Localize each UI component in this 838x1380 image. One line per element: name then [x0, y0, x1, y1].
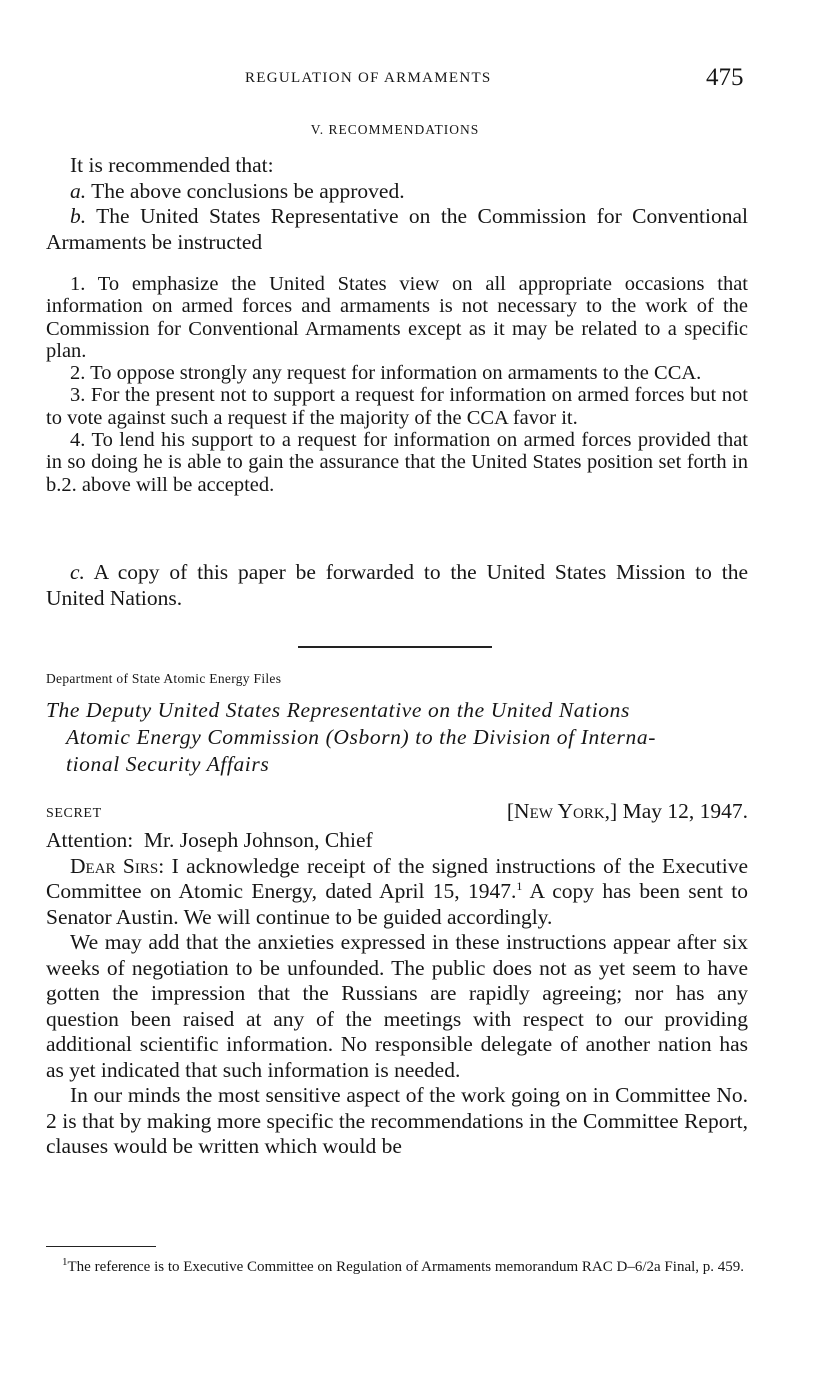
classification-marking: SECRET: [46, 806, 102, 821]
footnote: [46, 1258, 748, 1276]
recommendation-intro: It is recommended that:: [70, 153, 274, 177]
dateline-place: New York,: [514, 799, 611, 823]
instruction-item: 1. To emphasize the United States view on all appropriate occasions that information on armed forces and armaments is not necessary to the work of the Commission for Conventional Armaments except as it may be related to a specific plan.: [46, 273, 748, 362]
instruction-list: [46, 273, 748, 496]
letter-paragraph: We may add that the anxieties expressed in these instructions appear after six weeks of negotiation to be unfounded. The public does not as yet seem to have gotten the impression that the Russians are rapidly agreeing; nor has any question been raised at any of the meetings with respect to our providing additional scientific information. No responsible delegate of another nation has as yet indicated that such information is needed.: [46, 930, 748, 1082]
attention-line: Attention: Mr. Joseph Johnson, Chief: [46, 828, 373, 852]
section-divider: [298, 646, 492, 648]
title-line: tional Security Affairs: [66, 752, 270, 776]
dateline: [New York,] May 12, 1947.: [506, 799, 748, 823]
recommendations-list: [46, 153, 748, 255]
item-letter: a.: [70, 178, 87, 203]
salutation: Dear Sirs:: [70, 853, 165, 878]
recommendation-b: [46, 204, 748, 255]
title-line: The Deputy United States Representative on the United Nations: [46, 698, 630, 722]
letter-paragraph: In our minds the most sensitive aspect of the work going on in Committee No. 2 is that by making more specific the recommendations in the Committee Report, clauses would be written which would be: [46, 1083, 748, 1158]
source-line: Department of State Atomic Energy Files: [46, 671, 282, 686]
recommendation-c: [46, 560, 748, 611]
footnote-marker: 1: [62, 1256, 68, 1268]
footnote-text: The reference is to Executive Committee on Regulation of Armaments memorandum RAC D–6/2a Final, p. 459.: [67, 1259, 745, 1275]
footnote-reference: 1: [516, 878, 523, 893]
running-title: REGULATION OF ARMAMENTS: [245, 70, 492, 86]
title-line: Atomic Energy Commission (Osborn) to the Division of Interna-: [66, 725, 656, 749]
instruction-item: 3. For the present not to support a request for information on armed forces but not to vote against such a request if the majority of the CCA favor it.: [46, 384, 748, 429]
footnote-rule: [46, 1246, 156, 1247]
letter-paragraph: Dear Sirs: I acknowledge receipt of the signed instructions of the Executive Committee on Atomic Energy, dated April 15, 1947.$^1$ A copy has been sent to Senator Austin. We will continue to be guided accordingly.: [46, 853, 749, 929]
page-number: 475: [706, 64, 744, 91]
letter-body: [46, 828, 748, 1160]
item-letter: c.: [70, 560, 85, 584]
item-text: The United States Representative on the Commission for Conventional Armaments be instructed: [46, 204, 748, 254]
item-letter: b.: [70, 204, 87, 228]
recommendation-a: [46, 179, 748, 205]
item-text: A copy of this paper be forwarded to the United States Mission to the United Nations.: [46, 560, 748, 610]
instruction-item: 4. To lend his support to a request for information on armed forces provided that in so doing he is able to gain the assurance that the United States position set forth in b.2. above will be accepted.: [46, 429, 748, 496]
document-title: [46, 697, 748, 778]
instruction-item: 2. To oppose strongly any request for information on armaments to the CCA.: [70, 362, 702, 385]
section-heading: V. RECOMMENDATIONS: [310, 122, 480, 137]
item-text: The above conclusions be approved.: [91, 178, 405, 203]
